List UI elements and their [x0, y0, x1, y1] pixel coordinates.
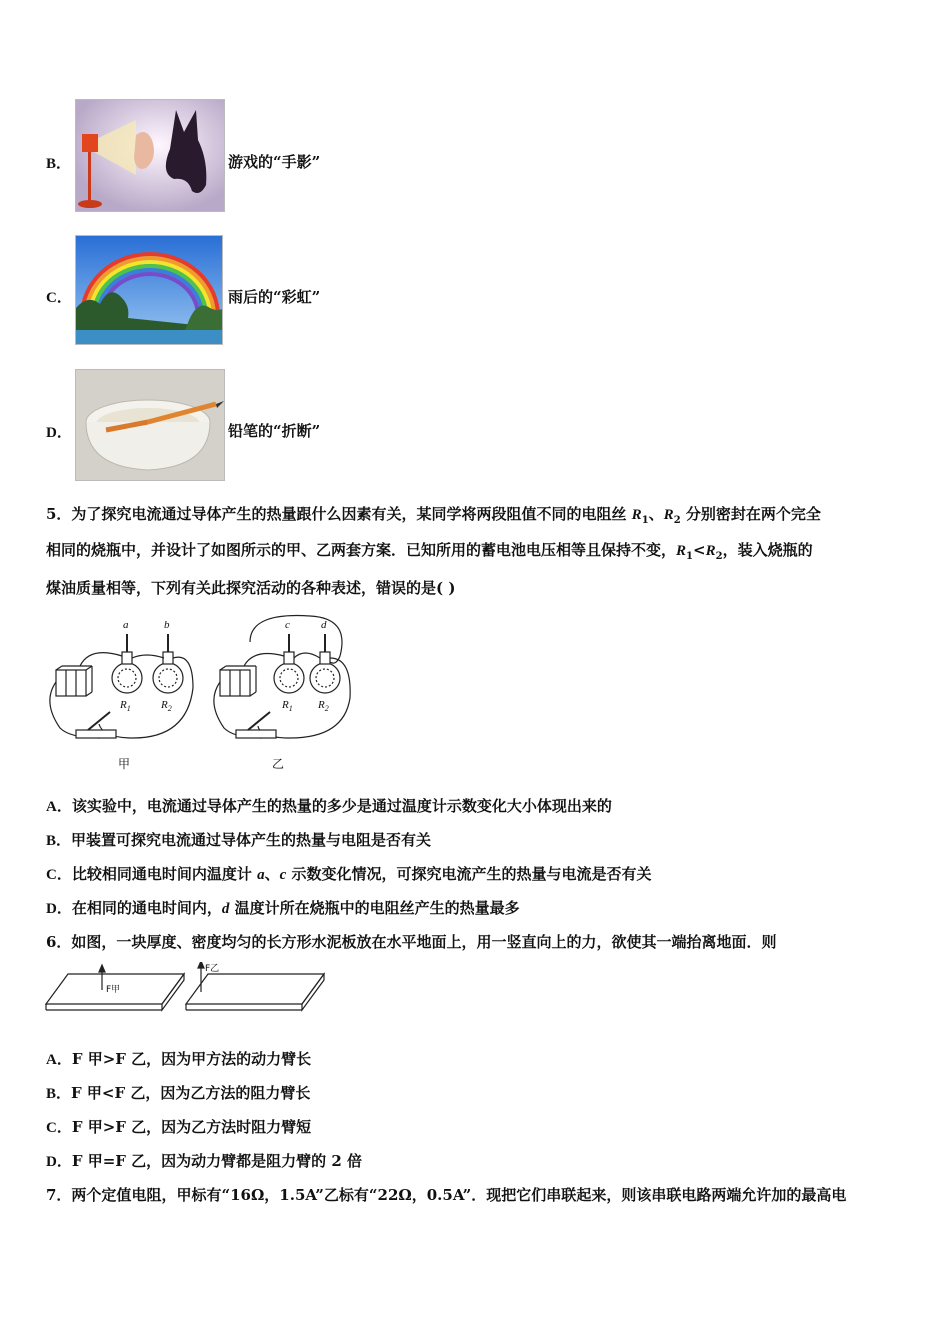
battery-right-icon: [220, 670, 250, 696]
q7-stem: 7．两个定值电阻，甲标有“16Ω，1.5A”乙标有“22Ω，0.5A”．现把它们串联起来，则该串联电路两端允许加的最高电: [46, 1186, 847, 1204]
q5-option-c-mid: 、: [264, 865, 280, 883]
q6-option-d[interactable]: [46, 1143, 362, 1180]
q6-option-b-text: F 甲<F 乙，因为乙方法的阻力臂长: [71, 1084, 311, 1102]
option-b-letter: B．: [46, 156, 72, 172]
q6-option-b-letter: B．: [46, 1086, 72, 1102]
q6-option-d-letter: D．: [46, 1154, 72, 1170]
q6-option-c[interactable]: [46, 1109, 311, 1146]
thermo-label-c: c: [285, 619, 290, 631]
hand-shadow-icon: [76, 100, 225, 212]
pencil-in-water-image: [75, 369, 225, 481]
q6-board-figure: [44, 962, 334, 1012]
q5-stem-line2: [46, 532, 813, 575]
q5-option-d-text-a: 在相同的通电时间内，: [71, 899, 222, 917]
q5-option-c-text-b: 示数变化情况，可探究电流产生的热量与电流是否有关: [286, 865, 652, 883]
q5-stem-line3: 煤油质量相等，下列有关此探究活动的各种表述，错误的是( ): [46, 579, 456, 597]
q5-stem-line1-text: 5．为了探究电流通过导体产生的热量跟什么因素有关，某同学将两段阻值不同的电阻丝: [46, 505, 632, 523]
q6-option-a-text: F 甲>F 乙，因为甲方法的动力臂长: [71, 1050, 312, 1068]
battery-left-icon: [56, 670, 86, 696]
option-d-caption: 铅笔的“折断”: [228, 422, 321, 440]
r1-symbol: R: [631, 507, 642, 523]
r2-symbol-2: R: [705, 543, 716, 559]
r1-subscript: 1: [641, 515, 649, 526]
r1-subscript-2: 1: [686, 551, 693, 562]
q5-option-d-text-b: 温度计所在烧瓶中的电阻丝产生的热量最多: [229, 899, 520, 917]
r2-label-left: $R_2$: [161, 699, 172, 713]
q5-option-c[interactable]: [46, 856, 652, 893]
force-label-jia: F甲: [106, 985, 121, 995]
figure-label-yi: 乙: [272, 757, 285, 771]
rainbow-icon: [76, 236, 223, 345]
thermo-label-a: a: [123, 619, 129, 631]
pencil-bowl-icon: [76, 370, 225, 481]
q6-option-d-text: F 甲=F 乙，因为动力臂都是阻力臂的 2 倍: [71, 1152, 363, 1170]
q5-option-c-var-a: a: [257, 867, 265, 883]
flask-r2-right-icon: [310, 663, 340, 693]
q5-option-a-text: 该实验中，电流通过导体产生的热量的多少是通过温度计示数变化大小体现出来的: [71, 797, 612, 815]
r1-label-left: $R_1$: [120, 699, 131, 713]
r2-subscript: 2: [673, 515, 681, 526]
flask-r2-icon: [153, 663, 183, 693]
q6-option-b[interactable]: [46, 1075, 310, 1112]
r2-subscript-2: 2: [715, 551, 723, 562]
thermo-label-b: b: [164, 619, 170, 631]
q5-option-d-var-d: d: [221, 901, 230, 917]
q5-option-d-letter: D．: [46, 901, 72, 917]
option-c-caption: 雨后的“彩虹”: [228, 288, 321, 306]
r2-symbol: R: [663, 507, 674, 523]
r1-symbol-2: R: [676, 543, 687, 559]
q5-option-a[interactable]: [46, 788, 612, 825]
q5-option-a-letter: A．: [46, 799, 72, 815]
q6-option-c-letter: C．: [46, 1120, 72, 1136]
q5-stem-line2-end: ，装入烧瓶的: [722, 541, 813, 559]
flask-r1-right-icon: [274, 663, 304, 693]
switch-left-icon: [76, 730, 116, 738]
flask-r1-icon: [112, 663, 142, 693]
q5-option-b-text: 甲装置可探究电流通过导体产生的热量与电阻是否有关: [71, 831, 432, 849]
circuit-right-yi: [214, 616, 350, 738]
r1-label-right: $R_1$: [282, 699, 293, 713]
rainbow-image: [75, 235, 223, 345]
q5-stem-line2-text: 相同的烧瓶中，并设计了如图所示的甲、乙两套方案．已知所用的蓄电池电压相等且保持不变，: [46, 541, 677, 559]
switch-right-icon: [236, 730, 276, 738]
option-b-caption: 游戏的“手影”: [228, 153, 321, 171]
figure-label-jia: 甲: [118, 757, 131, 771]
q6-option-a[interactable]: [46, 1041, 311, 1078]
q5-option-c-text-a: 比较相同通电时间内温度计: [71, 865, 258, 883]
q6-stem: 6．如图，一块厚度、密度均匀的长方形水泥板放在水平地面上，用一竖直向上的力，欲使其一端抬离地面．则: [46, 933, 777, 951]
option-d-letter: D．: [46, 425, 72, 441]
hand-shadow-image: [75, 99, 225, 212]
q5-option-c-var-c: c: [279, 867, 287, 883]
circuit-left-jia: [50, 634, 193, 738]
q5-option-c-letter: C．: [46, 867, 72, 883]
r2-label-right: $R_2$: [318, 699, 329, 713]
q5-stem-line1-end: 分别密封在两个完全: [680, 505, 821, 523]
q6-option-c-text: F 甲>F 乙，因为乙方法时阻力臂短: [71, 1118, 312, 1136]
board-right-icon: [186, 974, 324, 1004]
option-c-letter: C．: [46, 290, 72, 306]
q5-compare: <: [693, 541, 706, 559]
q5-sep: 、: [648, 505, 664, 523]
force-label-yi: F乙: [205, 964, 220, 974]
q5-circuit-figure: [40, 612, 360, 774]
q5-option-b[interactable]: [46, 822, 431, 859]
q5-option-d[interactable]: [46, 890, 520, 927]
q6-option-a-letter: A．: [46, 1052, 72, 1068]
thermo-label-d: d: [321, 619, 327, 631]
q5-option-b-letter: B．: [46, 833, 72, 849]
